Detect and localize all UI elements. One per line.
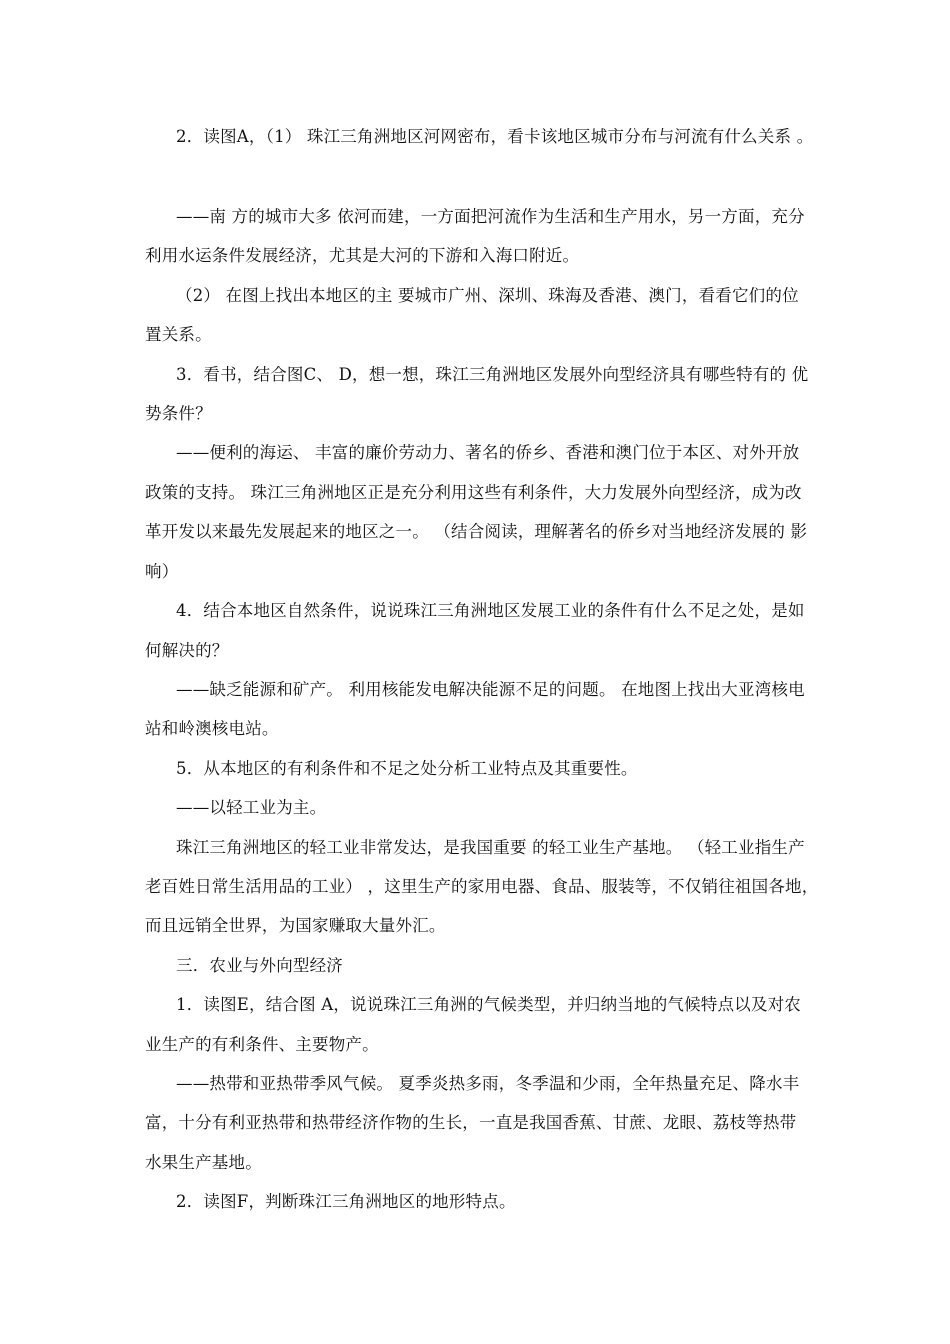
question-4-line: 4．结合本地区自然条件，说说珠江三角洲地区发展工业的条件有什么不足之处，是如 xyxy=(176,601,805,620)
paragraph-line: 珠江三角洲地区的轻工业非常发达，是我国重要 的轻工业生产基地。 （轻工业指生产 xyxy=(176,838,805,857)
answer-line: ——以轻工业为主。 xyxy=(176,798,327,817)
answer-line: ——热带和亚热带季风气候。 夏季炎热多雨，冬季温和少雨，全年热量充足、降水丰 xyxy=(176,1074,800,1093)
question-3-line: 3．看书，结合图C、 D，想一想，珠江三角洲地区发展外向型经济具有哪些特有的 优 xyxy=(176,365,809,384)
question-line: 何解决的？ xyxy=(145,641,229,660)
answer-line: 政策的支持。 珠江三角洲地区正是充分利用这些有利条件，大力发展外向型经济，成为改 xyxy=(145,483,802,502)
question-line: （2） 在图上找出本地区的主 要城市广州、深圳、珠海及香港、澳门，看看它们的位 xyxy=(176,286,799,305)
question-2-line: 2．读图A，（1） 珠江三角洲地区河网密布，看卡该地区城市分布与河流有什么关系 。 xyxy=(176,127,814,146)
question-line: 业生产的有利条件、主要物产。 xyxy=(145,1035,379,1054)
answer-line: ——南 方的城市大多 依河而建，一方面把河流作为生活和生产用水，另一方面，充分 xyxy=(176,207,805,226)
answer-line: 响） xyxy=(145,562,179,581)
question-2-line: 2．读图F，判断珠江三角洲地区的地形特点。 xyxy=(176,1192,516,1211)
question-5-line: 5．从本地区的有利条件和不足之处分析工业特点及其重要性。 xyxy=(176,759,638,778)
question-line: 置关系。 xyxy=(145,325,212,344)
answer-line: ——便利的海运、 丰富的廉价劳动力、著名的侨乡、香港和澳门位于本区、对外开放 xyxy=(176,443,800,462)
paragraph-line: 而且远销全世界，为国家赚取大量外汇。 xyxy=(145,916,446,935)
answer-line: ——缺乏能源和矿产。 利用核能发电解决能源不足的问题。 在地图上找出大亚湾核电 xyxy=(176,680,805,699)
answer-line: 革开发以来最先发展起来的地区之一。 （结合阅读，理解著名的侨乡对当地经济发展的 影 xyxy=(145,522,808,541)
answer-line: 站和岭澳核电站。 xyxy=(145,719,279,738)
answer-line: 富，十分有利亚热带和热带经济作物的生长，一直是我国香蕉、甘蔗、龙眼、荔枝等热带 xyxy=(145,1113,797,1132)
paragraph-line: 老百姓日常生活用品的工业） ，这里生产的家用电器、食品、服装等，不仅销往祖国各地， xyxy=(145,877,819,896)
answer-line: 利用水运条件发展经济，尤其是大河的下游和入海口附近。 xyxy=(145,246,580,265)
answer-line: 水果生产基地。 xyxy=(145,1153,262,1172)
section-heading: 三．农业与外向型经济 xyxy=(176,956,343,975)
question-line: 势条件？ xyxy=(145,404,212,423)
question-1-line: 1．读图E，结合图 A，说说珠江三角洲的气候类型，并归纳当地的气候特点以及对农 xyxy=(176,995,802,1014)
